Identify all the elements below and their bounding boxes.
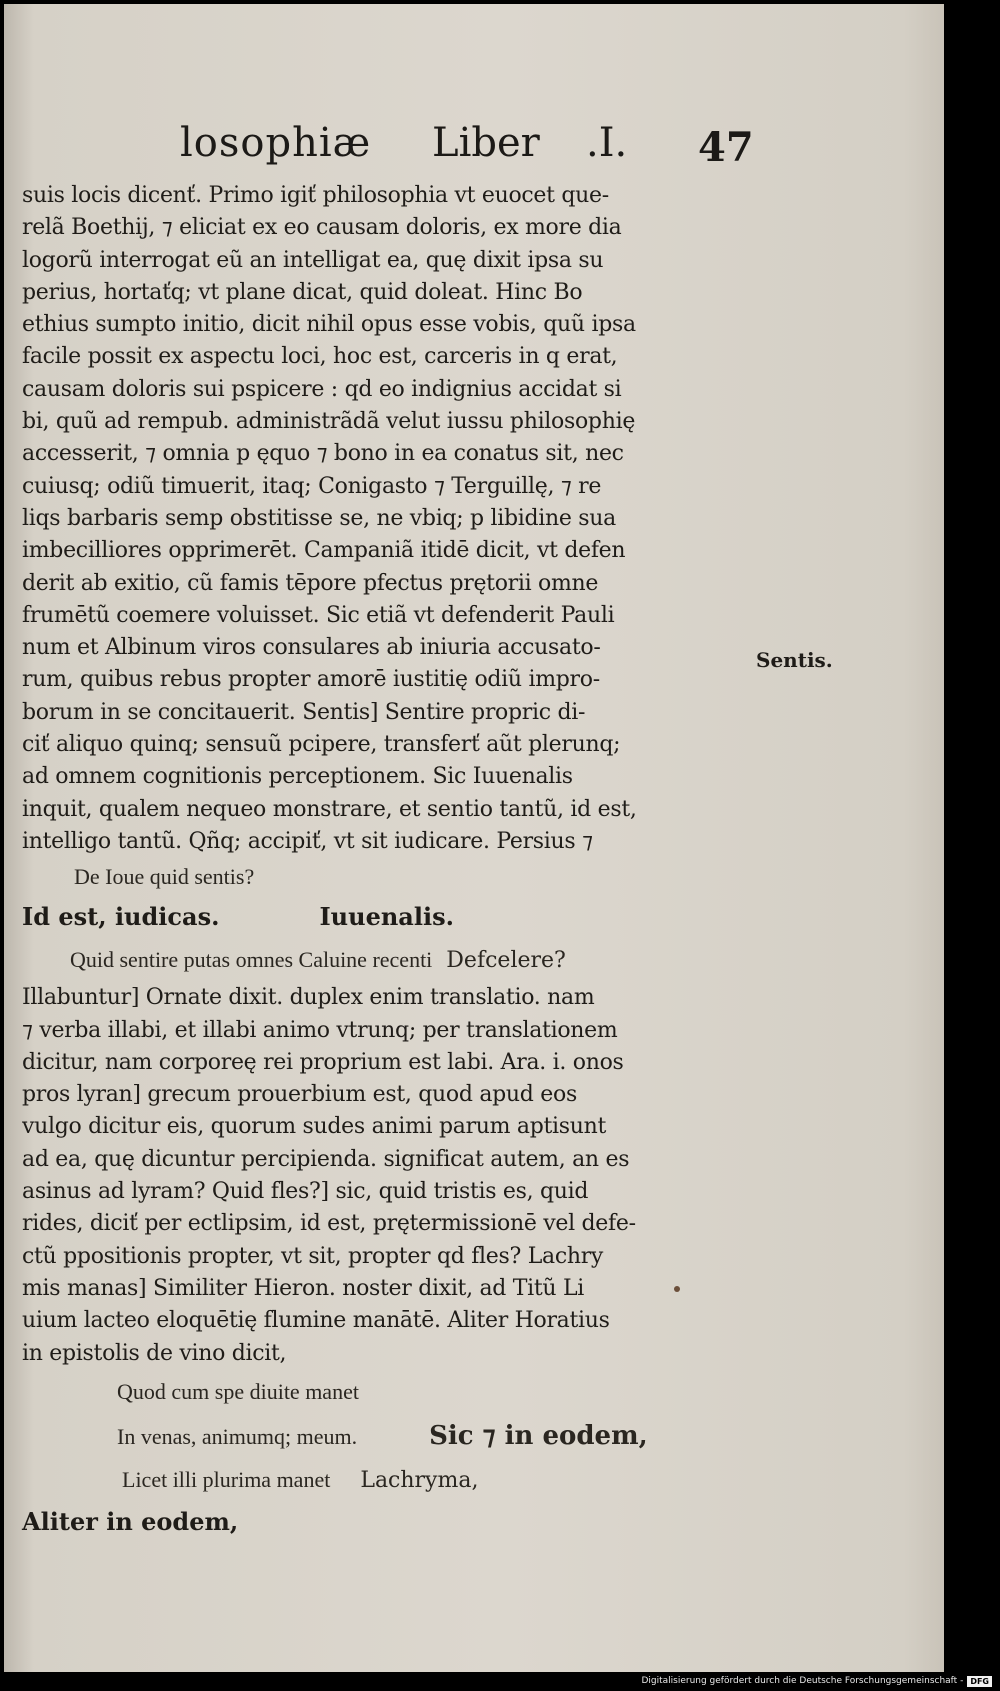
- text-line: in epistolis de vino dicit,: [22, 1340, 287, 1366]
- text-line: Illabuntur] Ornate dixit. duplex enim translatio. nam: [22, 985, 595, 1011]
- text-line: mis manas] Similiter Hieron. noster dixit, ad Titũ Li: [22, 1275, 585, 1301]
- reference-text: Id est, iudicas.: [22, 902, 220, 932]
- page-header: [4, 116, 944, 176]
- text-line: relã Boethij, ⁊ eliciat ex eo causam doloris, ex more dia: [22, 215, 622, 241]
- verse-line: [117, 1414, 752, 1458]
- running-title: losophiæ: [180, 120, 372, 166]
- dfg-logo: DFG: [967, 1676, 992, 1687]
- digitization-credit: [641, 1673, 992, 1689]
- text-line: causam doloris sui pspicere : qd eo indignius accidat si: [22, 376, 622, 402]
- text-line: intelligo tantũ. Qñq; accipiť, vt sit iudicare. Persius ⁊: [22, 828, 593, 854]
- quotation: De Ioue quid sentis?: [74, 864, 255, 890]
- running-book-number: .I.: [586, 120, 628, 166]
- text-line: uium lacteo eloquētię flumine manātē. Aliter Horatius: [22, 1308, 610, 1334]
- text-line: rides, diciť per ectlipsim, id est, prętermissionē vel defe-: [22, 1211, 636, 1237]
- book-page: [4, 4, 944, 1672]
- text-line: facile possit ex aspectu loci, hoc est, carceris in q erat,: [22, 344, 618, 370]
- marginal-note: Sentis.: [756, 648, 833, 672]
- text-line: ⁊ verba illabi, et illabi animo vtrunq; per translationem: [22, 1017, 618, 1043]
- main-text: [22, 180, 752, 1542]
- text-line: inquit, qualem nequeo monstrare, et sentio tantũ, id est,: [22, 796, 637, 822]
- text-line: logorũ interrogat eũ an intelligat ea, quę dixit ipsa su: [22, 247, 604, 273]
- quotation: [70, 938, 752, 982]
- verse-line: [122, 1458, 752, 1502]
- text-line: borum in se concitauerit. Sentis] Sentire propric di-: [22, 699, 586, 725]
- reference-line: [22, 896, 752, 938]
- verse-text: In venas, animumq; meum.: [117, 1423, 358, 1449]
- text-line: liqs barbaris semp obstitisse se, ne vbiq; p libidine sua: [22, 505, 616, 531]
- text-line: ad ea, quę dicuntur percipienda. significat autem, an es: [22, 1146, 630, 1172]
- verse-line: Quod cum spe diuite manet: [117, 1378, 359, 1404]
- page-number: 47: [698, 124, 754, 171]
- text-line: accesserit, ⁊ omnia p ęquo ⁊ bono in ea conatus sit, nec: [22, 441, 624, 467]
- ink-spot: [674, 1286, 680, 1292]
- text-line: ethius sumpto initio, dicit nihil opus esse vobis, quũ ipsa: [22, 312, 636, 338]
- text-line: perius, hortaťq; vt plane dicat, quid doleat. Hinc Bo: [22, 279, 583, 305]
- text-line: ad omnem cognitionis perceptionem. Sic Iuuenalis: [22, 764, 573, 790]
- reference-author: Iuuenalis.: [319, 902, 454, 932]
- text-line: bi, quũ ad rempub. administrãdã velut iussu philosophię: [22, 409, 636, 435]
- verse-tail: Lachryma,: [360, 1467, 479, 1493]
- verse-text: Licet illi plurima manet: [122, 1466, 331, 1492]
- text-line: cuiusq; odiũ timuerit, itaq; Conigasto ⁊ Terguillę, ⁊ re: [22, 473, 602, 499]
- text-line: vulgo dicitur eis, quorum sudes animi parum aptisunt: [22, 1114, 607, 1140]
- verse-tail: Sic ⁊ in eodem,: [429, 1420, 648, 1451]
- text-line: ciť aliquo quinq; sensuũ pcipere, transferť aũt plerunq;: [22, 732, 621, 758]
- text-line: dicitur, nam corporeę rei proprium est labi. Ara. i. onos: [22, 1049, 624, 1075]
- text-line: suis locis dicenť. Primo igiť philosophia vt euocet que-: [22, 183, 609, 208]
- text-line: pros lyran] grecum prouerbium est, quod apud eos: [22, 1082, 577, 1108]
- text-line: rum, quibus rebus propter amorē iustitię odiũ impro-: [22, 667, 600, 693]
- credit-text: Digitalisierung gefördert durch die Deutsche Forschungsgemeinschaft -: [641, 1676, 964, 1686]
- quotation-text: Quid sentire putas omnes Caluine recenti: [70, 947, 433, 973]
- text-line: imbecilliores opprimerēt. Campaniã itidē dicit, vt defen: [22, 538, 626, 564]
- final-line: Aliter in eodem,: [22, 1506, 239, 1536]
- running-book: Liber: [432, 120, 540, 166]
- text-line: asinus ad lyram? Quid fles?] sic, quid tristis es, quid: [22, 1179, 589, 1205]
- text-line: derit ab exitio, cũ famis tēpore pfectus prętorii omne: [22, 570, 599, 596]
- text-line: num et Albinum viros consulares ab iniuria accusato-: [22, 635, 601, 661]
- text-line: frumētũ coemere voluisset. Sic etiã vt defenderit Pauli: [22, 602, 615, 628]
- quotation-tail: Defcelere?: [446, 948, 566, 974]
- text-line: ctũ ppositionis propter, vt sit, propter qd fles? Lachry: [22, 1243, 604, 1269]
